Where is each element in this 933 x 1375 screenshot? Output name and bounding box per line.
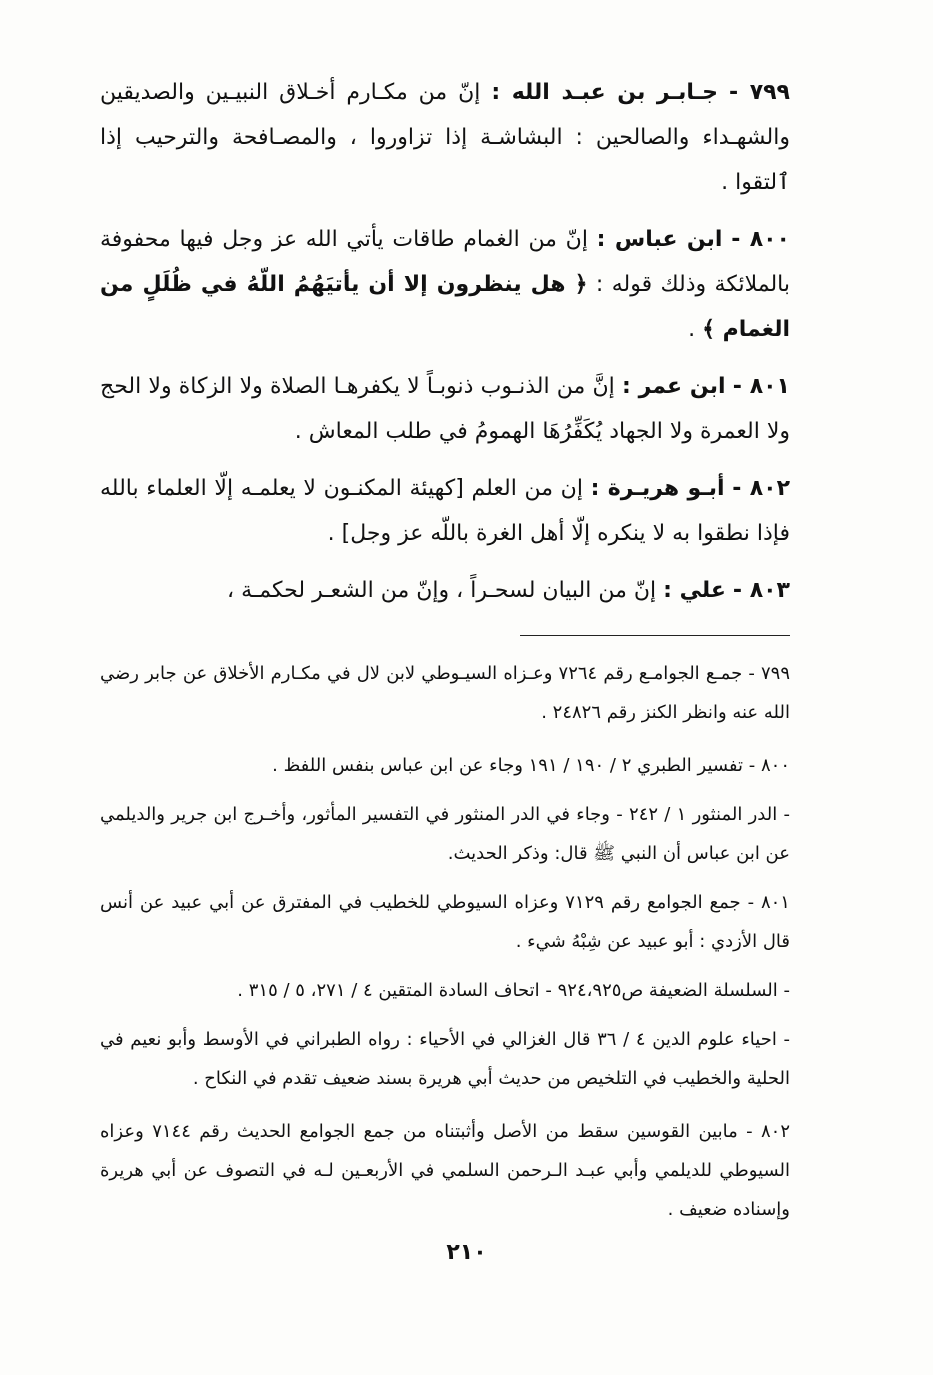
hadith-text: إنّ من البيان لسحـراً ، وإنّ من الشعـر لحكمـة ، [226, 578, 657, 603]
narrator: ابن عباس : [596, 227, 723, 252]
footnote: - احياء علوم الدين ٤ / ٣٦ قال الغزالي في الأحياء : رواه الطبراني في الأوسط وأبو نعيم في الحلية والخطيب في التلخيص من حديث أبي هريرة بسند ضعيف تقدم في النكاح . [100, 1029, 790, 1089]
footnote: ٨٠١ - جمع الجوامع رقم ٧١٢٩ وعزاه السيوطي للخطيب في المفترق عن أبي عبيد عن أنس قال الأزدي : أبو عبيد عن شِبْهُ شيء . [100, 892, 790, 952]
hadith-text: إن من العلم [كهيئة المكنـون لا يعلمـه إلّا العلماء بالله فإذا نطقوا به لا ينكره إلّا أهل الغرة باللّه عز وجل] . [100, 476, 790, 546]
footnote: ٧٩٩ - جمـع الجوامـع رقم ٧٢٦٤ وعـزاه السيـوطي لابن لال في مكـارم الأخلاق عن جابر رضي الله عنه وانظر الكنز رقم ٢٤٨٢٦ . [100, 663, 790, 723]
entry-number: ٨٠٢ - [732, 476, 791, 501]
narrator: علي : [663, 578, 726, 603]
footnote-separator [520, 635, 790, 636]
entry-number: ٨٠١ - [732, 374, 790, 399]
hadith-entry-801 [100, 364, 790, 454]
hadith-text-tail: . [688, 317, 703, 342]
hadith-text: إنَّ من الذنـوب ذنوبـاً لا يكفرهـا الصلاة ولا الزكاة ولا الحج ولا العمرة ولا الجهاد يُكَفِّرُهَا الهمومُ في طلب المعاش . [100, 374, 790, 444]
entry-number: ٨٠٣ - [732, 578, 790, 603]
hadith-entry-802 [100, 466, 790, 556]
hadith-entry-800 [100, 217, 790, 352]
narrator: جـابـر بن عبـد الله : [491, 80, 719, 105]
entry-number: ٨٠٠ - [731, 227, 790, 252]
footnote: - الدر المنثور ١ / ٢٤٢ - وجاء في الدر المنثور في التفسير المأثور، وأخـرج ابن جرير والديلمي عن ابن عباس أن النبي ﷺ قال: وذكر الحديث. [100, 804, 790, 864]
entry-number: ٧٩٩ - [728, 80, 790, 105]
narrator: أبـو هريـرة : [590, 476, 725, 501]
hadith-text: إنّ من مكـارم أخـلاق النبيـين والصديقين والشهـداء والصالحين : البشاشـة إذا تزاوروا ، والمصـافحة والترحيب إذا ٱلتقوا . [100, 80, 790, 195]
page-body [100, 70, 790, 1239]
narrator: ابن عمر : [621, 374, 726, 399]
hadith-entry-803 [100, 568, 790, 613]
page-number: ٢١٠ [446, 1240, 487, 1265]
quran-quote: ﴿ هل ينظرون إلا أن يأتيَهُمُ اللّهُ في ظُلَلٍ من الغمام ﴾ [100, 272, 790, 342]
hadith-entry-799 [100, 70, 790, 205]
footnote: - السلسلة الضعيفة ص٩٢٤،٩٢٥ - اتحاف السادة المتقين ٤ / ٢٧١، ٥ / ٣١٥ . [237, 980, 790, 1001]
footnote: ٨٠٢ - مابين القوسين سقط من الأصل وأثبتناه من جمع الجوامع الحديث رقم ٧١٤٤ وعزاه السيوطي للديلمي وأبي عبـد الـرحمن السلمي في الأربعـين لـه في التصوف عن أبي هريرة وإسناده ضعيف . [100, 1121, 790, 1220]
hadith-text: إنّ من الغمام طاقات يأتي الله عز وجل فيها محفوفة بالملائكة وذلك قوله : [100, 227, 790, 297]
footnote: ٨٠٠ - تفسير الطبري ٢ / ١٩٠ / ١٩١ وجاء عن ابن عباس بنفس اللفظ . [272, 755, 790, 776]
